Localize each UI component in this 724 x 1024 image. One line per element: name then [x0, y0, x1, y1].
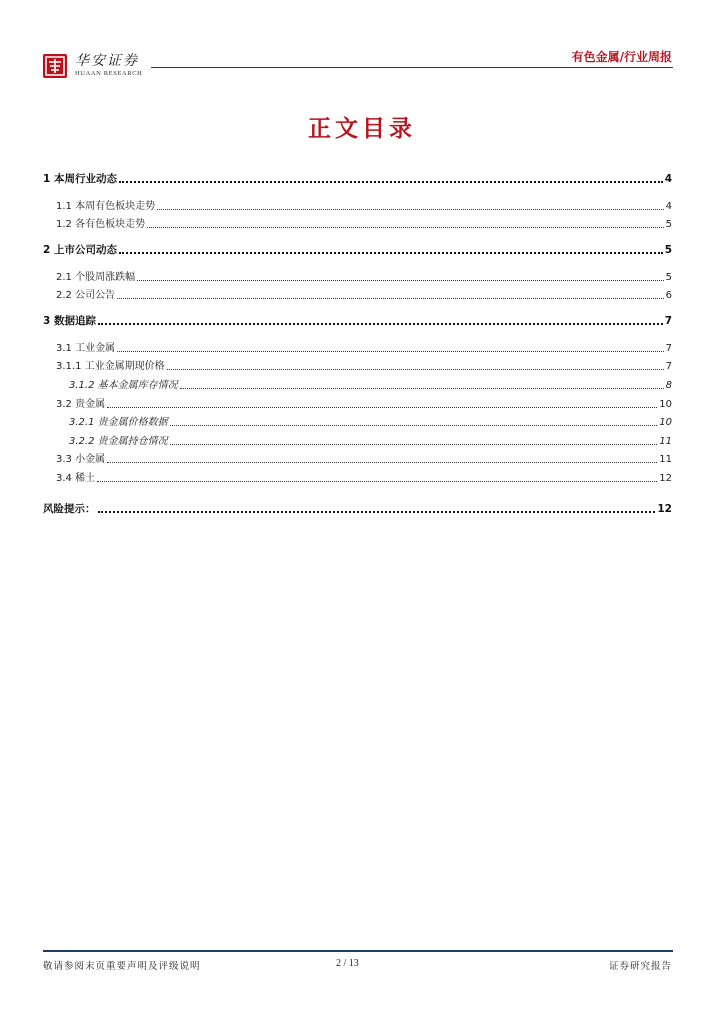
toc-entry-label: 3 数据追踪	[43, 315, 96, 327]
company-logo	[43, 54, 142, 78]
logo-name-en: HUAAN RESEARCH	[75, 70, 143, 78]
logo-seal-icon	[43, 54, 67, 78]
toc-entry[interactable]	[43, 220, 672, 230]
toc-entry-label: 2.2 公司公告	[56, 290, 116, 301]
toc-entry-label: 3.3 小金属	[56, 454, 106, 465]
footer-report-label: 证券研究报告	[608, 961, 672, 972]
toc-leader-dots	[98, 323, 663, 325]
toc-entry-page: 11	[659, 436, 672, 447]
toc-entry-page: 4	[665, 201, 672, 212]
toc-entry-page: 10	[659, 417, 672, 428]
toc-leader-dots	[167, 369, 664, 370]
toc-entry-page: 11	[659, 454, 672, 465]
toc-entry[interactable]	[43, 362, 672, 372]
toc-leader-dots	[117, 351, 664, 352]
toc-leader-dots	[107, 407, 657, 408]
toc-entry[interactable]	[43, 273, 672, 283]
toc-entry-page: 7	[665, 343, 672, 354]
toc-entry[interactable]	[43, 504, 672, 515]
toc-entry-page: 4	[664, 173, 672, 185]
header-divider	[151, 67, 673, 68]
toc-leader-dots	[107, 462, 657, 463]
toc-leader-dots	[147, 227, 664, 228]
toc-leader-dots	[170, 444, 658, 445]
toc-entry[interactable]	[43, 291, 672, 301]
toc-entry[interactable]	[43, 174, 672, 185]
toc-leader-dots	[119, 252, 663, 254]
toc-entry-page: 8	[665, 380, 672, 391]
footer-divider	[43, 950, 673, 952]
toc-leader-dots	[157, 209, 664, 210]
toc-entry[interactable]	[43, 316, 672, 327]
logo-name-cn: 华安证券	[75, 53, 139, 70]
toc-entry-page: 12	[657, 503, 672, 515]
toc-entry[interactable]	[43, 418, 672, 428]
toc-entry[interactable]	[43, 437, 672, 447]
footer-disclaimer: 敬请参阅末页重要声明及评级说明	[43, 961, 201, 972]
toc-leader-dots	[170, 425, 658, 426]
toc-entry-label: 1.2 各有色板块走势	[56, 219, 146, 230]
toc-entry[interactable]	[43, 202, 672, 212]
toc-entry[interactable]	[43, 400, 672, 410]
toc-entry-page: 7	[664, 315, 672, 327]
toc-entry[interactable]	[43, 381, 672, 391]
page-title: 正文目录	[308, 115, 416, 142]
toc-leader-dots	[117, 298, 664, 299]
toc-entry-label: 3.2.1 贵金属价格数据	[69, 417, 168, 428]
report-type: 有色金属/行业周报	[571, 50, 672, 64]
toc-entry-label: 2.1 个股周涨跌幅	[56, 272, 136, 283]
toc-leader-dots	[98, 511, 656, 513]
toc-entry-page: 7	[665, 361, 672, 372]
toc-leader-dots	[119, 181, 663, 183]
toc-entry-label: 3.2 贵金属	[56, 399, 106, 410]
toc-entry[interactable]	[43, 245, 672, 256]
toc-entry-label: 3.1 工业金属	[56, 343, 116, 354]
toc-entry-page: 10	[659, 399, 672, 410]
toc-entry-page: 12	[659, 473, 672, 484]
toc-entry-label: 3.1.2 基本金属库存情况	[69, 380, 178, 391]
toc-entry-page: 6	[665, 290, 672, 301]
toc-entry-page: 5	[665, 219, 672, 230]
toc-leader-dots	[137, 280, 664, 281]
toc-entry[interactable]	[43, 455, 672, 465]
page-number: 2 / 13	[336, 958, 359, 969]
toc-entry-label: 风险提示：	[43, 503, 96, 515]
toc-entry-page: 5	[665, 272, 672, 283]
toc-entry-page: 5	[664, 244, 672, 256]
toc-entry-label: 1 本周行业动态	[43, 173, 117, 185]
toc-entry-label: 3.4 稀土	[56, 473, 96, 484]
toc-leader-dots	[180, 388, 664, 389]
toc-leader-dots	[97, 481, 657, 482]
toc-entry-label: 3.1.1 工业金属期现价格	[56, 361, 165, 372]
toc-entry-label: 1.1 本周有色板块走势	[56, 201, 156, 212]
toc-entry[interactable]	[43, 344, 672, 354]
toc-entry[interactable]	[43, 474, 672, 484]
toc-entry-label: 2 上市公司动态	[43, 244, 117, 256]
toc-entry-label: 3.2.2 贵金属持仓情况	[69, 436, 168, 447]
